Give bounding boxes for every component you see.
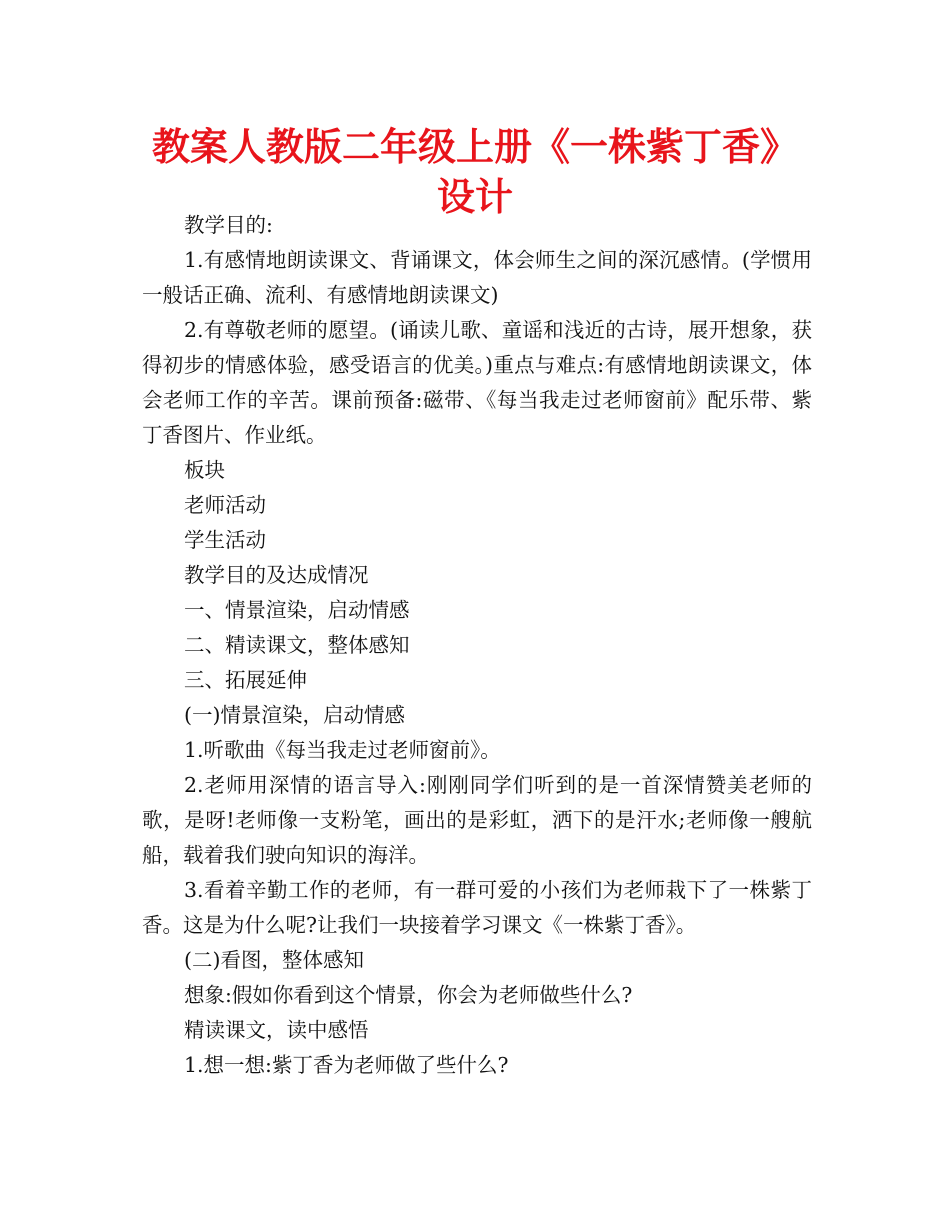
paragraph: 2.有尊敬老师的愿望。(诵读儿歌、童谣和浅近的古诗，展开想象，获得初步的情感体验，感受语言的优美。)重点与难点:有感情地朗读课文，体会老师工作的辛苦。课前预备:磁带、《每当我走过老师窗前》配乐带、紫丁香图片、作业纸。 [142, 318, 812, 447]
paragraph: 一、情景渲染，启动情感 [184, 598, 410, 622]
document-title: 教案人教版二年级上册《一株紫丁香》设计 [151, 125, 798, 219]
paragraph: 二、精读课文，整体感知 [184, 633, 410, 657]
paragraph: 三、拓展延伸 [184, 668, 307, 692]
paragraph: 想象:假如你看到这个情景，你会为老师做些什么? [184, 983, 633, 1007]
paragraph: 板块 [184, 458, 225, 482]
paragraph: 精读课文，读中感悟 [184, 1018, 369, 1042]
paragraph: 2.老师用深情的语言导入:刚刚同学们听到的是一首深情赞美老师的歌，是呀!老师像一支粉笔，画出的是彩虹，洒下的是汗水;老师像一艘航船，载着我们驶向知识的海洋。 [142, 773, 812, 867]
paragraph: 教学目的及达成情况 [184, 563, 369, 587]
paragraph: 教学目的: [184, 213, 273, 237]
paragraph: 老师活动 [184, 493, 266, 517]
paragraph: (一)情景渲染，启动情感 [184, 703, 405, 727]
paragraph: 1.听歌曲《每当我走过老师窗前》。 [184, 738, 501, 762]
paragraph: 3.看着辛勤工作的老师，有一群可爱的小孩们为老师栽下了一株紫丁香。这是为什么呢?让我们一块接着学习课文《一株紫丁香》。 [142, 878, 812, 937]
paragraph: 1.想一想:紫丁香为老师做了些什么? [184, 1053, 509, 1077]
paragraph: (二)看图，整体感知 [184, 948, 364, 972]
paragraph: 1.有感情地朗读课文、背诵课文，体会师生之间的深沉感情。(学惯用一般话正确、流利、有感情地朗读课文) [142, 248, 812, 307]
paragraph: 学生活动 [184, 528, 266, 552]
document-body [142, 208, 812, 1083]
